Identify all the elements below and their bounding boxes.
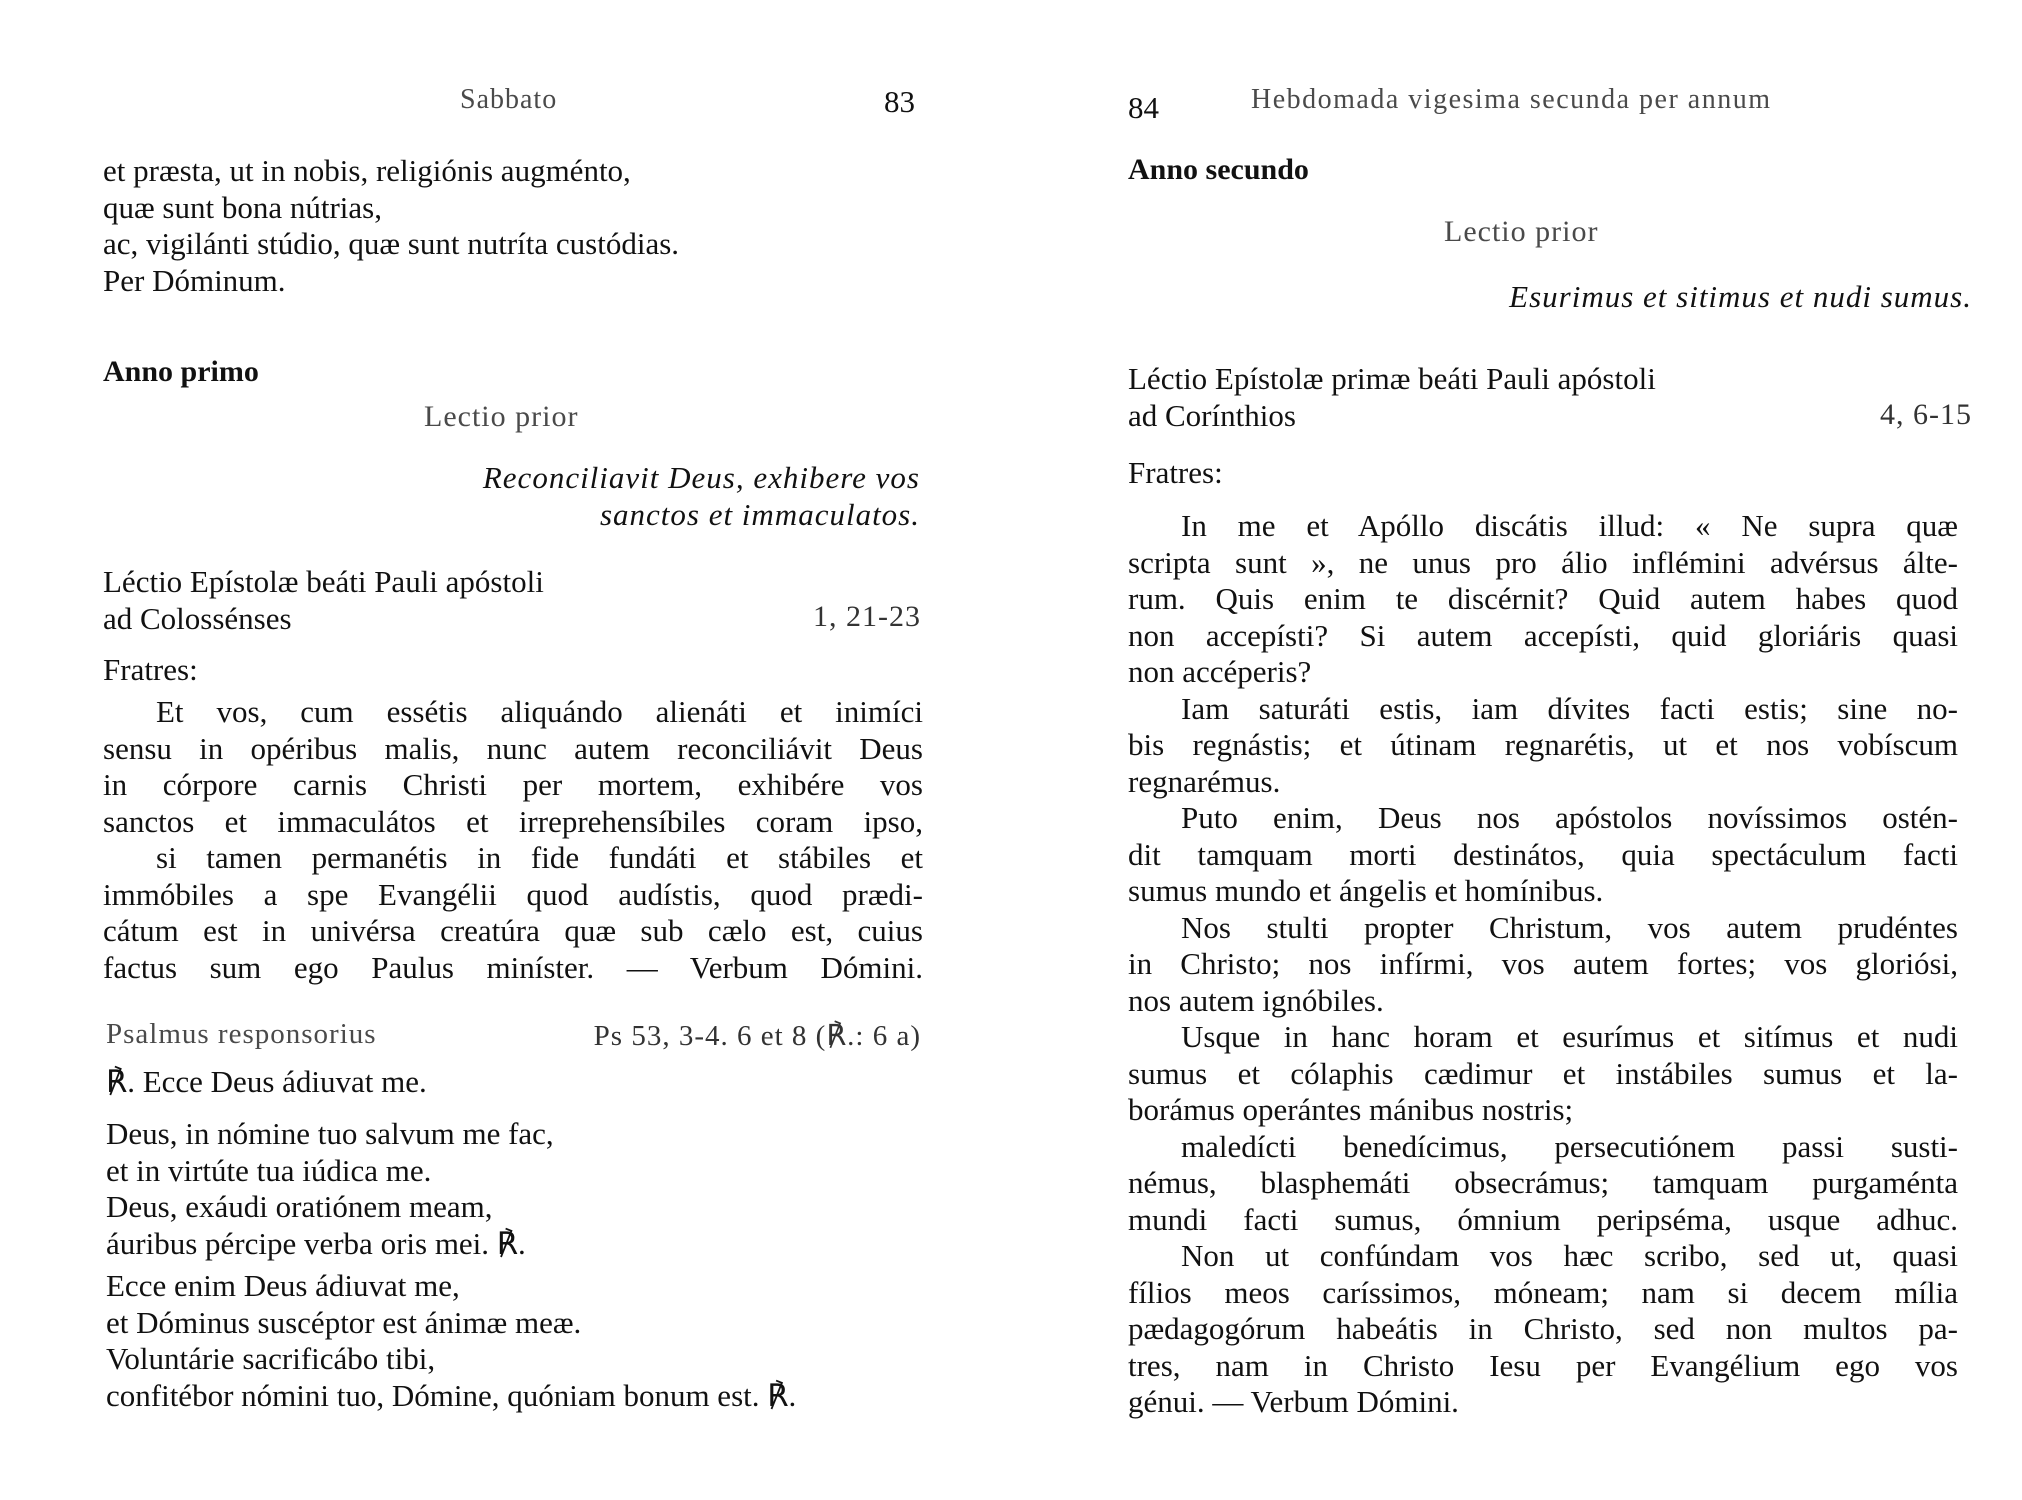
reading-motto [300, 460, 920, 533]
stanza-line: Deus, exáudi oratiónem meam, [106, 1189, 493, 1224]
body-line: in Christo; nos infírmi, vos autem fortes; vos gloriósi, [1128, 946, 1958, 981]
body-line: nos autem ignóbiles. [1128, 982, 1384, 1018]
salutation: Fratres: [103, 652, 198, 687]
body-line: fílios meos caríssimos, móneam; nam si decem mília [1128, 1274, 1958, 1310]
body-line: maledícti benedícimus, persecutiónem passi susti- [1181, 1128, 1958, 1164]
stanza-line: et in virtúte tua iúdica me. [106, 1152, 432, 1188]
body-line: In me et Apóllo discátis illud: « Ne supra quæ [1181, 508, 1958, 543]
reading-body [103, 694, 923, 986]
prayer-line: quæ sunt bona nútrias, [103, 189, 382, 225]
body-line: rum. Quis enim te discérnit? Quid autem habes quod [1128, 581, 1958, 616]
psalm-stanza-1 [106, 1116, 926, 1262]
body-line: bis regnástis; et útinam regnarétis, ut et nos vobíscum [1128, 727, 1958, 762]
body-line: si tamen permanétis in fide fundáti et stábiles et [156, 840, 923, 875]
psalm-label: Psalmus responsorius [106, 1018, 377, 1050]
right-page [1011, 0, 2022, 1500]
body-line: non accéperis? [1128, 654, 1312, 689]
body-line: non accepísti? Si autem accepísti, quid gloriáris quasi [1128, 617, 1958, 653]
motto-line: Reconciliavit Deus, exhibere vos [482, 460, 920, 495]
stanza-line: Deus, in nómine tuo salvum me fac, [106, 1116, 554, 1151]
body-line: génui. — Verbum Dómini. [1128, 1384, 1459, 1419]
body-line: Et vos, cum essétis aliquándo alienáti et inimíci [156, 694, 923, 729]
psalm-response: ℟. Ecce Deus ádiuvat me. [106, 1064, 427, 1099]
body-line: regnarémus. [1128, 763, 1281, 799]
stanza-line: Ecce enim Deus ádiuvat me, [106, 1268, 460, 1303]
body-line: Usque in hanc horam et esurímus et sitímus et nudi [1181, 1019, 1958, 1054]
body-line: némus, blasphemáti obsecrámus; tamquam purgaménta [1128, 1165, 1958, 1200]
reading-body [1128, 508, 1958, 1421]
body-line: cátum est in univérsa creatúra quæ sub cælo est, cuius [103, 913, 923, 948]
stanza-line: et Dóminus suscéptor est ánimæ meæ. [106, 1304, 582, 1340]
prayer-line: ac, vigilánti stúdio, quæ sunt nutríta custódias. [103, 226, 680, 261]
stanza-line: Voluntárie sacrificábo tibi, [106, 1341, 436, 1376]
source-line: Léctio Epístolæ primæ beáti Pauli apóstoli [1128, 361, 1656, 396]
motto-line: sanctos et immaculatos. [599, 496, 920, 532]
source-line: ad Colossénses [103, 600, 292, 636]
page-number: 83 [884, 84, 915, 119]
body-line: Non ut confúndam vos hæc scribo, sed ut, quasi [1181, 1238, 1958, 1273]
body-line: mundi facti sumus, ómnium peripséma, usque adhuc. [1128, 1201, 1958, 1237]
body-line: Iam saturáti estis, iam dívites facti estis; sine no- [1181, 690, 1958, 726]
scripture-reference: 1, 21-23 [813, 600, 921, 633]
running-head: Sabbato [460, 84, 558, 115]
body-line: in córpore carnis Christi per mortem, exhibére vos [103, 767, 923, 802]
body-line: sanctos et immaculátos et irreprehensíbiles coram ipso, [103, 803, 923, 839]
reading-motto: Esurimus et sitimus et nudi sumus. [1509, 279, 1972, 314]
body-line: factus sum ego Paulus miníster. — Verbum Dómini. [103, 949, 923, 985]
psalm-stanza-2 [106, 1268, 926, 1414]
body-line: sumus et cólaphis cædimur et instábiles sumus et la- [1128, 1055, 1958, 1091]
body-line: pædagogórum habeátis in Christo, sed non multos pa- [1128, 1311, 1958, 1346]
body-line: dit tamquam morti destinátos, quia spectáculum facti [1128, 836, 1958, 872]
body-line: scripta sunt », ne unus pro álio inflémini advérsus álte- [1128, 544, 1958, 580]
stanza-line: confitébor nómini tuo, Dómine, quóniam bonum est. ℟. [106, 1377, 797, 1413]
reading-title: Lectio prior [424, 400, 579, 433]
reading-title: Lectio prior [1444, 215, 1599, 248]
section-heading: Anno secundo [1128, 153, 1309, 186]
prayer-line: Per Dóminum. [103, 262, 286, 298]
body-line: Nos stulti propter Christum, vos autem prudéntes [1181, 909, 1958, 945]
body-line: tres, nam in Christo Iesu per Evangélium ego vos [1128, 1347, 1958, 1383]
page-number: 84 [1128, 90, 1159, 125]
stanza-line: áuribus pércipe verba oris mei. ℟. [106, 1225, 526, 1261]
body-line: sumus mundo et ángelis et homínibus. [1128, 873, 1604, 908]
psalm-reference: Ps 53, 3-4. 6 et 8 (℟.: 6 a) [593, 1020, 921, 1052]
reading-source [103, 564, 923, 637]
section-heading: Anno primo [103, 355, 259, 388]
prayer-line: et præsta, ut in nobis, religiónis augménto, [103, 153, 631, 188]
body-line: sensu in opéribus malis, nunc autem reconciliávit Deus [103, 730, 923, 766]
running-head: Hebdomada vigesima secunda per annum [1251, 84, 1772, 115]
body-line: immóbiles a spe Evangélii quod audístis, quod prædi- [103, 876, 923, 912]
closing-prayer [103, 153, 923, 299]
scripture-reference: 4, 6-15 [1880, 398, 1972, 431]
source-line: Léctio Epístolæ beáti Pauli apóstoli [103, 564, 544, 599]
source-line: ad Corínthios [1128, 397, 1296, 433]
body-line: borámus operántes mánibus nostris; [1128, 1092, 1574, 1127]
reading-source [1128, 361, 1958, 434]
body-line: Puto enim, Deus nos apóstolos novíssimos ostén- [1181, 800, 1958, 835]
salutation: Fratres: [1128, 455, 1223, 490]
